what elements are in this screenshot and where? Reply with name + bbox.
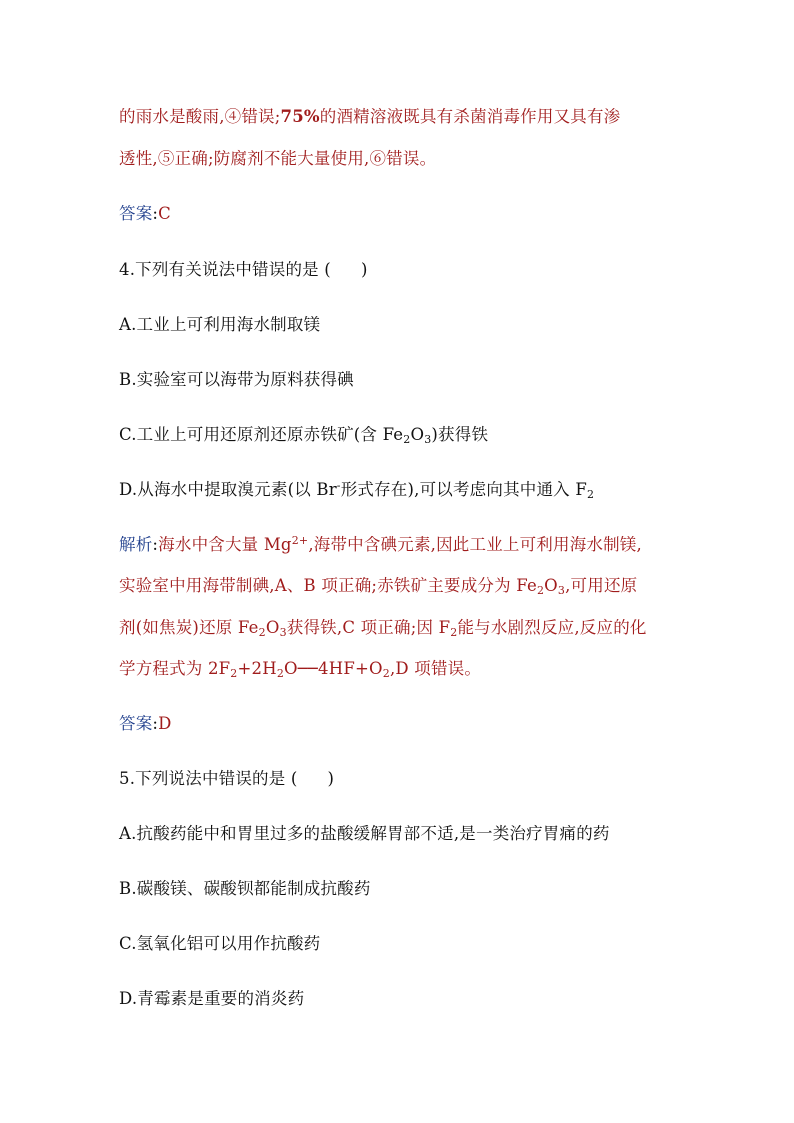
equation-long-equals: ── [297, 659, 319, 678]
question-4-stem [119, 258, 368, 282]
text-segment: 能与水剧烈反应,反应的化 [457, 618, 647, 637]
text-segment: 获得铁,C 项正确;因 F [286, 618, 451, 637]
question-stem-text: 5.下列说法中错误的是 ( [119, 769, 298, 788]
answer-value: C [158, 204, 171, 223]
explanation-continuation-line-1 [119, 105, 620, 129]
text-segment: O [410, 425, 425, 444]
text-segment: 正确;防腐剂不能大量使用, [174, 149, 370, 168]
answer-colon: : [152, 714, 159, 733]
text-segment: 的酒精溶液既具有杀菌消毒作用又具有渗 [319, 107, 621, 126]
answer-4 [119, 712, 172, 736]
answer-colon: : [152, 204, 159, 223]
explanation-colon: : [152, 535, 159, 554]
text-segment: D.从海水中提取溴元素(以 Br [119, 480, 337, 499]
question-4-option-c [119, 423, 488, 447]
explanation-4-line-1 [119, 533, 642, 557]
circled-number-5: ⑤ [157, 149, 175, 168]
subscript: 2 [450, 626, 458, 639]
question-stem-text: 4.下列有关说法中错误的是 ( [119, 260, 331, 279]
question-5-option-a: A.抗酸药能中和胃里过多的盐酸缓解胃部不适,是一类治疗胃痛的药 [119, 824, 610, 843]
text-segment: C.工业上可用还原剂还原赤铁矿(含 Fe [119, 425, 404, 444]
text-segment: 透性, [119, 149, 158, 168]
text-segment: 错误; [241, 107, 281, 126]
text-segment: ,D 项错误。 [389, 659, 482, 678]
question-5-option-b: B.碳酸镁、碳酸钡都能制成抗酸药 [119, 879, 371, 898]
subscript: 2 [536, 584, 545, 597]
question-5-option-d: D.青霉素是重要的消炎药 [119, 989, 305, 1008]
text-segment: 错误。 [386, 149, 437, 168]
subscript: 2 [230, 667, 238, 680]
explanation-4-line-4 [119, 657, 481, 681]
question-5-stem [119, 767, 334, 791]
answer-label: 答案 [119, 714, 153, 733]
text-segment: O [284, 659, 298, 678]
subscript: 2 [258, 626, 266, 639]
explanation-4-line-3 [119, 616, 647, 640]
subscript: 3 [279, 626, 287, 639]
text-segment: 4HF+O [318, 659, 383, 678]
text-segment: 海水中含大量 Mg [158, 535, 292, 554]
explanation-label: 解析 [119, 535, 153, 554]
text-segment: O [544, 576, 558, 595]
text-segment: +2H [237, 659, 277, 678]
answer-value: D [158, 714, 172, 733]
subscript: 3 [424, 433, 432, 446]
subscript: 2 [586, 488, 595, 501]
answer-3 [119, 202, 171, 226]
subscript: 2 [276, 667, 285, 680]
superscript: - [336, 479, 341, 492]
question-4-option-b: B.实验室可以海带为原料获得碘 [119, 370, 354, 389]
text-segment: 学方程式为 2F [119, 659, 231, 678]
text-segment: 形式存在),可以考虑向其中通入 F [340, 480, 587, 499]
subscript: 2 [382, 667, 390, 680]
answer-label: 答案 [119, 204, 153, 223]
circled-number-4: ④ [224, 107, 242, 126]
subscript: 3 [557, 584, 566, 597]
explanation-4-line-2 [119, 574, 637, 598]
text-segment: 实验室中用海带制碘,A、B 项正确;赤铁矿主要成分为 Fe [119, 576, 537, 595]
text-segment: )获得铁 [431, 425, 489, 444]
text-segment: 剂(如焦炭)还原 Fe [119, 618, 259, 637]
text-segment: 的雨水是酸雨, [119, 107, 225, 126]
question-close-paren: ) [327, 769, 335, 788]
percent-value: 75% [280, 107, 320, 126]
text-segment: ,可用还原 [565, 576, 638, 595]
text-segment: ,海带中含碘元素,因此工业上可利用海水制镁, [308, 535, 642, 554]
question-4-option-a: A.工业上可利用海水制取镁 [119, 315, 321, 334]
subscript: 2 [403, 433, 411, 446]
explanation-continuation-line-2 [119, 147, 436, 171]
superscript: 2+ [291, 534, 309, 547]
question-4-option-d [119, 478, 594, 502]
question-close-paren: ) [360, 260, 368, 279]
text-segment: O [265, 618, 280, 637]
circled-number-6: ⑥ [369, 149, 387, 168]
question-5-option-c: C.氢氧化铝可以用作抗酸药 [119, 934, 321, 953]
